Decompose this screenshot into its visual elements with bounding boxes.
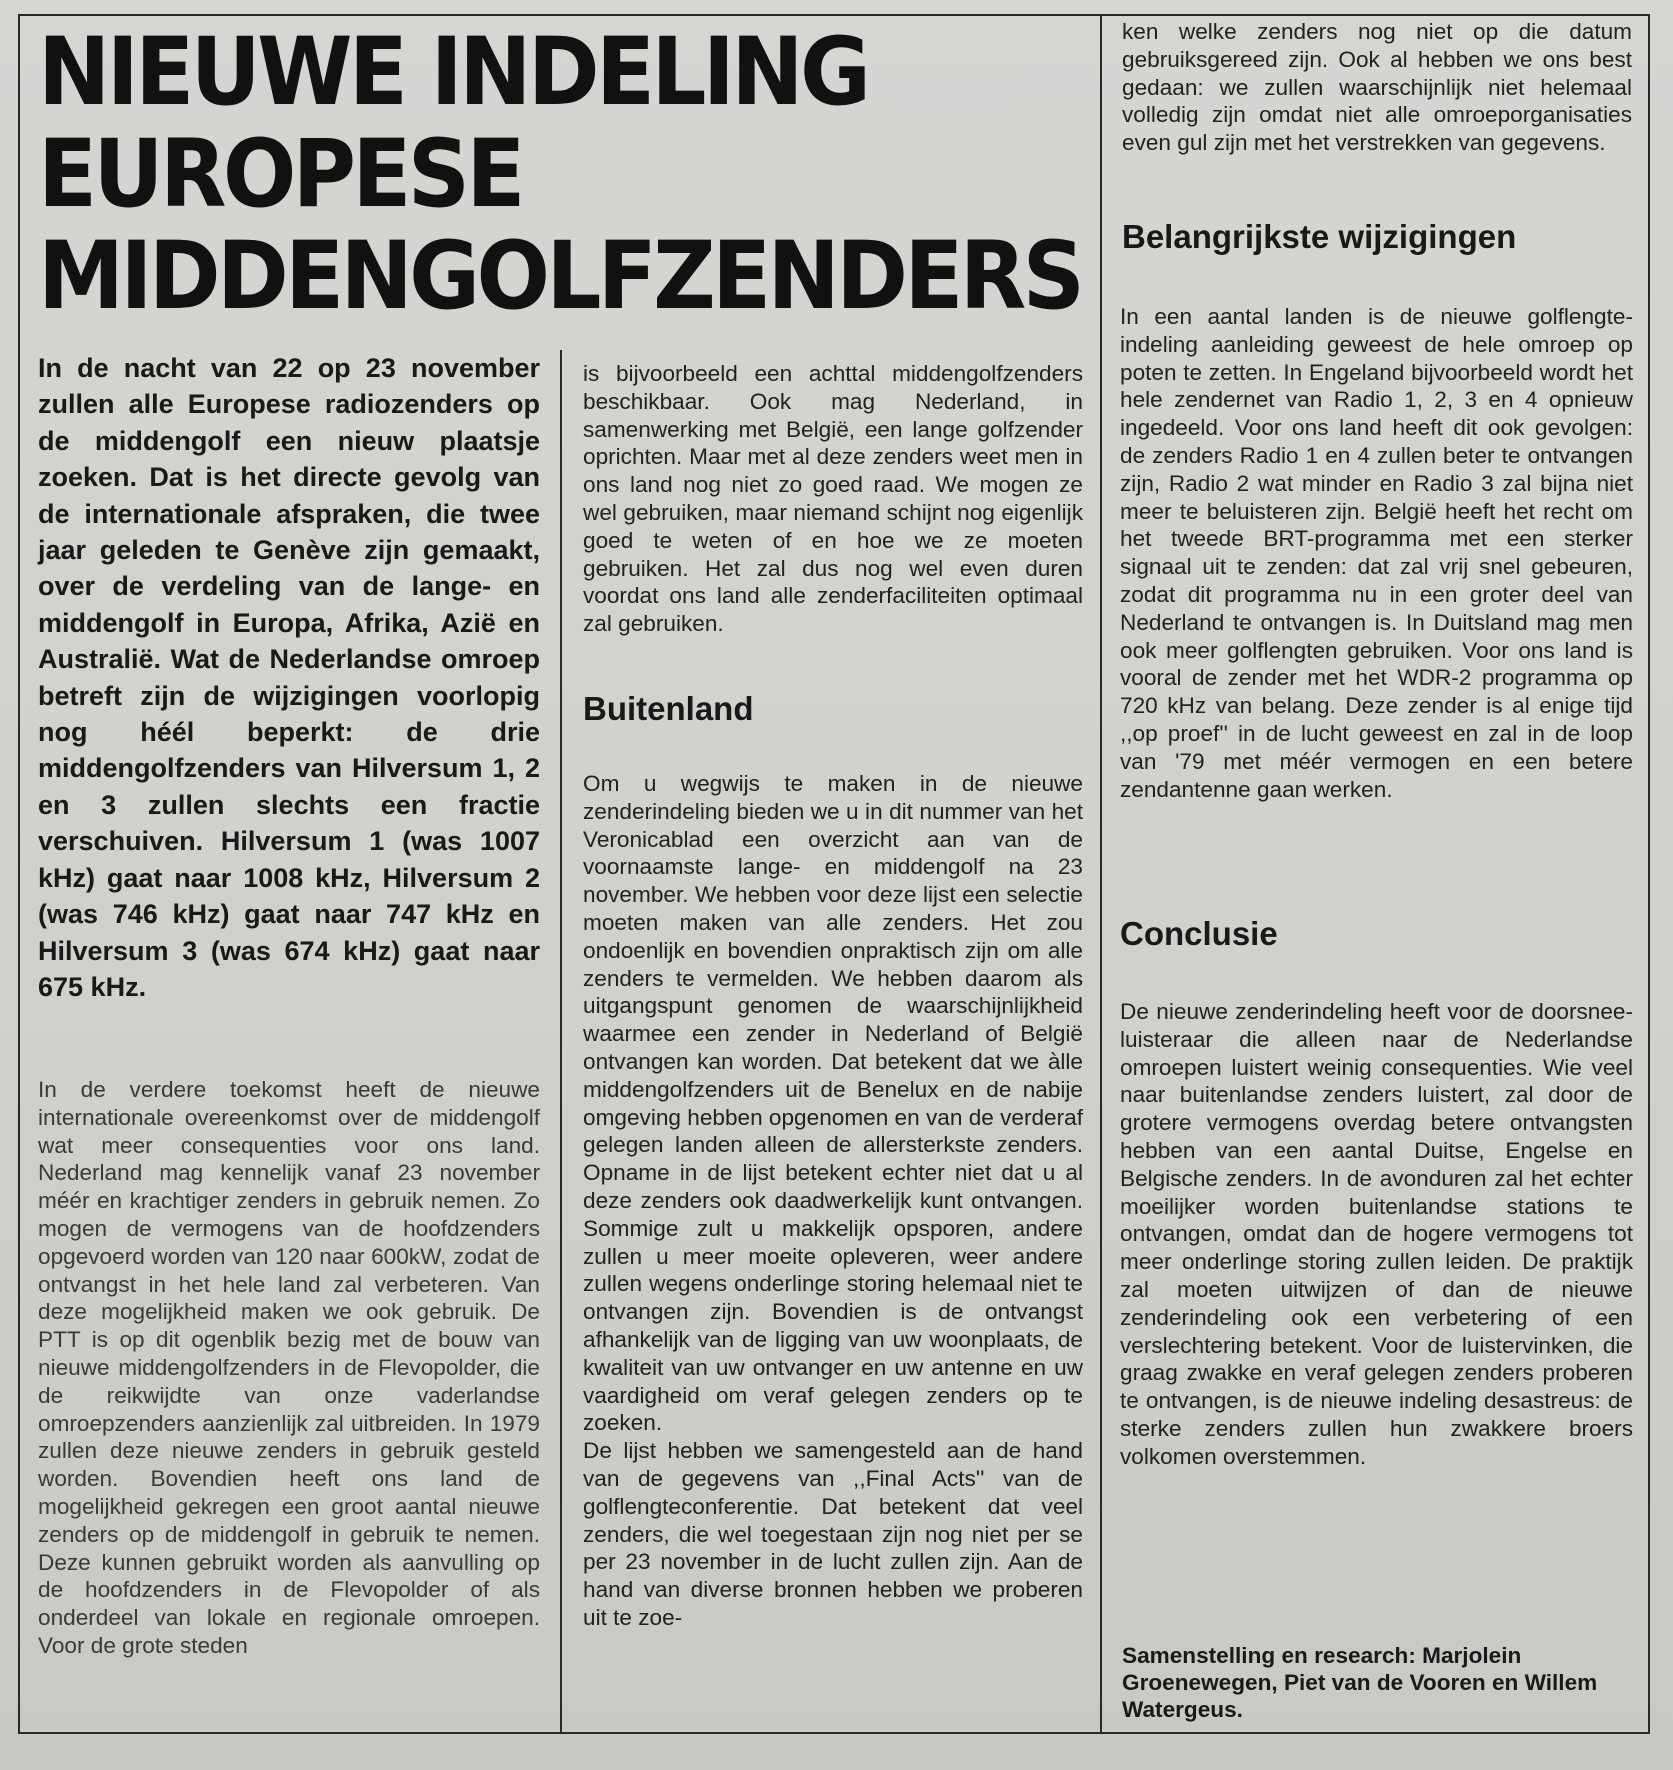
subhead-buitenland: Buitenland [583, 690, 754, 727]
column-3-body-middle: In een aantal landen is de nieuwe golflengte-indeling aanleiding geweest de hele omroep op poten te zetten. In Engeland bijvoorbeeld wordt het hele zendernet van Radio 1, 2, 3 en 4 opnieuw ingedeeld. Voor ons land heeft dit ook gevolgen: de zenders Radio 1 en 4 zullen beter te ontvangen zijn, Radio 2 wat minder en Radio 3 zal bijna niet meer te beluisteren zijn. België heeft het recht om het tweede BRT-programma met een sterker signaal uit te zenden: dat zal vrij snel gebeuren, zodat dit programma nu in een groter deel van Nederland te ontvangen is. In Duitsland mag men ook meer golflengten gebruiken. Voor ons land is vooral de zender met het WDR-2 programma op 720 kHz van belang. Deze zender is al enige tijd ,,op proef'' in de lucht geweest en zal in de loop van '79 met méér vermogen en een betere zendantenne gaan werken. [1120, 304, 1633, 802]
column-2-paragraph-1: Om u wegwijs te maken in de nieuwe zenderindeling bieden we u in dit nummer van het Veronicablad een overzicht aan van de voornaamste lange- en middengolf na 23 november. We hebben voor deze lijst een selectie moeten maken van alle zenders. Het zou ondoenlijk en bovendien onpraktisch zijn om alle zenders te vermelden. We hebben daarom als uitgangspunt genomen de waarschijnlijkheid waarmee een zender in Nederland of België ontvangen kan worden. Dat betekent dat we àlle middengolfzenders uit de Benelux en de nabije omgeving hebben opgenomen en van de verderaf gelegen landen alleen de allersterkste zenders. Opname in de lijst betekent echter niet dat u al deze zenders ook daadwerkelijk kunt ontvangen. Sommige zult u makkelijk opsporen, andere zullen u meer moeite opleveren, weer andere zullen wegens onderlinge storing helemaal niet te ontvangen zijn. Bovendien is de ontvangst afhankelijk van de ligging van uw woonplaats, de kwaliteit van uw ontvanger en uw antenne en uw vaardigheid om veraf gelegen zenders op te zoeken. [583, 771, 1083, 1436]
column-2-body-top: is bijvoorbeeld een achttal middengolfzenders beschikbaar. Ook mag Nederland, in samenwerking met België, een lange golfzender oprichten. Maar met al deze zenders weet men in ons land nog niet zo goed raad. We mogen ze wel gebruiken, maar niemand schijnt nog eigenlijk goed te weten of en hoe we ze moeten gebruiken. Het zal dus nog wel even duren voordat ons land alle zenderfaciliteiten optimaal zal gebruiken. [583, 361, 1083, 637]
column-rule-right [1100, 14, 1102, 1734]
subhead-conclusie: Conclusie [1120, 915, 1278, 952]
credits: Samenstelling en research: Marjolein Groenewegen, Piet van de Vooren en Willem Watergeus. [1122, 1643, 1598, 1722]
headline-line-1: NIEUWE INDELING [38, 18, 868, 127]
column-2-body-bottom [583, 770, 1083, 1632]
headline-line-2: EUROPESE [38, 120, 522, 229]
column-3-body-top: ken welke zenders nog niet op die datum gebruiksgereed zijn. Ook al hebben we ons best gedaan: we zullen waarschijnlijk niet helemaal volledig zijn omdat niet alle omroeporganisaties even gul zijn met het verstrekken van gegevens. [1122, 19, 1632, 156]
headline-line-3: MIDDENGOLFZENDERS [38, 222, 1082, 331]
column-1-body: In de verdere toekomst heeft de nieuwe internationale overeenkomst over de middengolf wat meer consequenties voor ons land. Nederland mag kennelijk vanaf 23 november méér en krachtiger zenders in gebruik nemen. Zo mogen de vermogens van de hoofdzenders opgevoerd worden van 120 naar 600kW, zodat de ontvangst in het hele land zal verbeteren. Van deze mogelijkheid maken we ook gebruik. De PTT is op dit ogenblik bezig met de bouw van nieuwe middengolfzenders in de Flevopolder, die de reikwijdte van onze vaderlandse omroepzenders aanzienlijk zal uitbreiden. In 1979 zullen deze nieuwe zenders in gebruik gesteld worden. Bovendien heeft ons land de mogelijkheid gekregen een groot aantal nieuwe zenders op de middengolf in gebruik te nemen. Deze kunnen gebruikt worden als aanvulling op de hoofdzenders in de Flevopolder of als onderdeel van lokale en regionale omroepen. Voor de grote steden [38, 1077, 540, 1658]
column-rule-left [560, 350, 562, 1734]
column-3-body-bottom: De nieuwe zenderindeling heeft voor de doorsnee-luisteraar die alleen naar de Nederlandse omroepen luistert weinig consequenties. Wie veel naar buitenlandse zenders luistert, zal door de grotere vermogens overdag betere ontvangsten hebben van een aantal Duitse, Engelse en Belgische zenders. In de avonduren zal het echter moeilijker worden buitenlandse stations te ontvangen, omdat dan de hogere vermogens tot meer onderlinge storing zullen leiden. De praktijk zal moeten uitwijzen of dan de nieuwe zenderindeling ook een verbetering of een verslechtering betekent. Voor de luistervinken, die graag zwakke en veraf gelegen zenders proberen te ontvangen, is de nieuwe indeling desastreus: de sterke zenders zullen hun zwakkere broers volkomen overstemmen. [1120, 999, 1633, 1469]
lead-paragraph: In de nacht van 22 op 23 november zullen alle Europese radiozenders op de middengolf een nieuw plaatsje zoeken. Dat is het directe gevolg van de internationale afspraken, die twee jaar geleden te Genève zijn gemaakt, over de verdeling van de lange- en middengolf in Europa, Afrika, Azië en Australië. Wat de Nederlandse omroep betreft zijn de wijzigingen voorlopig nog héél beperkt: de drie middengolfzenders van Hilversum 1, 2 en 3 zullen slechts een fractie verschuiven. Hilversum 1 (was 1007 kHz) gaat naar 1008 kHz, Hilversum 2 (was 746 kHz) gaat naar 747 kHz en Hilversum 3 (was 674 kHz) gaat naar 675 kHz. [38, 353, 540, 1002]
column-2-paragraph-2: De lijst hebben we samengesteld aan de hand van de gegevens van ,,Final Acts'' van de golflengteconferentie. Dat betekent dat veel zenders, die wel toegestaan zijn nog niet per se per 23 november in de lucht zullen zijn. Aan de hand van diverse bronnen hebben we proberen uit te zoe- [583, 1438, 1083, 1630]
headline [38, 18, 1082, 331]
subhead-belangrijkste-wijzigingen: Belangrijkste wijzigingen [1122, 218, 1517, 255]
